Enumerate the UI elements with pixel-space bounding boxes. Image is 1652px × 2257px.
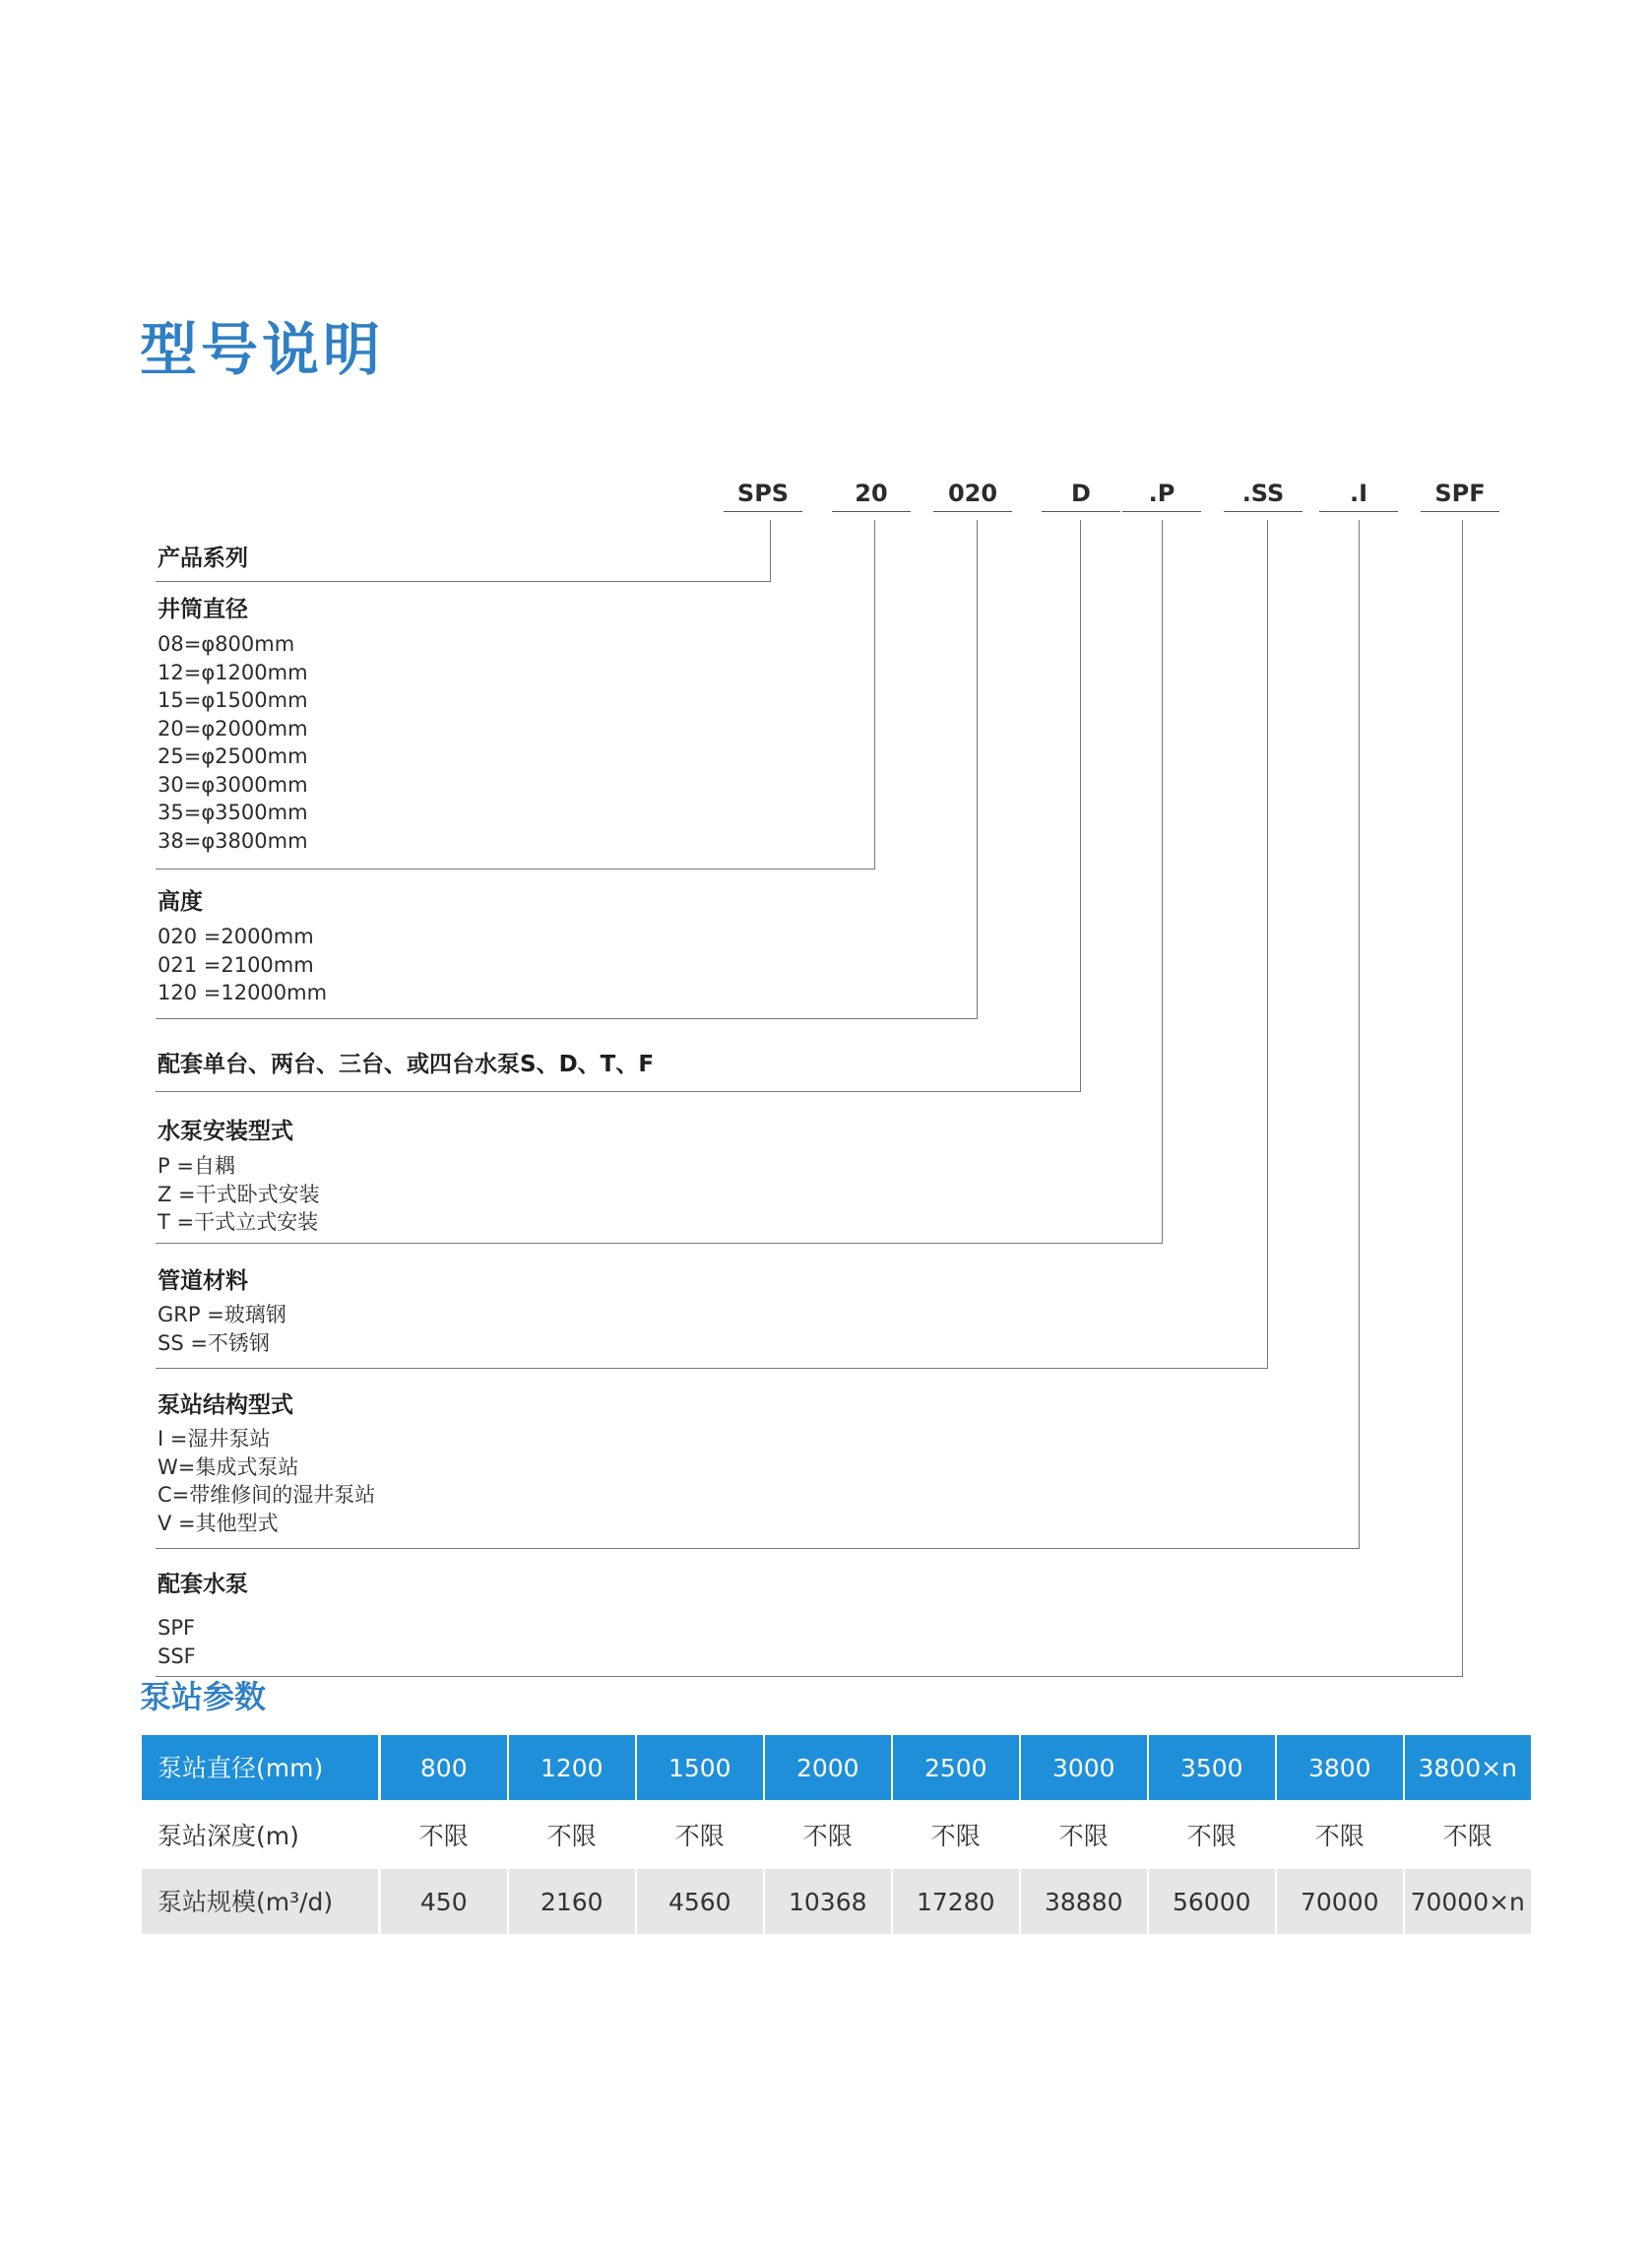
code-underline xyxy=(1421,511,1499,512)
section-option: V =其他型式 xyxy=(158,1511,279,1535)
section-title: 管道材料 xyxy=(158,1268,248,1294)
params-cell: 2160 xyxy=(509,1869,635,1934)
code-underline xyxy=(1319,511,1398,512)
section-option: P =自耦 xyxy=(158,1154,235,1178)
params-cell: 不限 xyxy=(765,1804,891,1867)
section-option: 12=φ1200mm xyxy=(158,660,308,684)
params-cell: 3500 xyxy=(1149,1735,1275,1800)
params-cell: 4560 xyxy=(637,1869,763,1934)
connector-vertical-line xyxy=(1080,520,1081,1091)
params-cell: 10368 xyxy=(765,1869,891,1934)
code-underline xyxy=(1042,511,1120,512)
params-cell: 3000 xyxy=(1021,1735,1147,1800)
connector-vertical-line xyxy=(1267,520,1268,1368)
params-cell: 不限 xyxy=(637,1804,763,1867)
params-cell: 不限 xyxy=(1149,1804,1275,1867)
params-cell: 38880 xyxy=(1021,1869,1147,1934)
section-option: T =干式立式安装 xyxy=(158,1210,319,1234)
params-cell: 3800 xyxy=(1277,1735,1403,1800)
connector-horizontal-line xyxy=(156,869,875,870)
code-underline xyxy=(832,511,911,512)
params-cell: 70000 xyxy=(1277,1869,1403,1934)
model-code-segment: .P xyxy=(1148,480,1175,507)
connector-horizontal-line xyxy=(156,581,771,582)
params-cell: 不限 xyxy=(893,1804,1019,1867)
model-code-segment: .SS xyxy=(1241,480,1285,507)
section-option: 38=φ3800mm xyxy=(158,828,308,853)
section-title: 产品系列 xyxy=(158,546,248,571)
params-cell: 不限 xyxy=(1277,1804,1403,1867)
params-cell: 不限 xyxy=(381,1804,507,1867)
section-option: 20=φ2000mm xyxy=(158,716,308,741)
params-cell: 70000×n xyxy=(1405,1869,1531,1934)
params-cell: 2000 xyxy=(765,1735,891,1800)
model-code-segment: SPS xyxy=(736,480,790,507)
section-option: 30=φ3000mm xyxy=(158,772,308,797)
section-title: 配套单台、两台、三台、或四台水泵S、D、T、F xyxy=(158,1052,655,1077)
section-option: SPF xyxy=(158,1616,196,1640)
section-option: SSF xyxy=(158,1644,196,1668)
connector-vertical-line xyxy=(770,520,771,581)
params-cell: 不限 xyxy=(1405,1804,1531,1867)
connector-vertical-line xyxy=(1462,520,1463,1676)
section-title: 井筒直径 xyxy=(158,597,248,622)
params-row-label: 泵站规模(m³/d) xyxy=(142,1869,378,1934)
code-underline xyxy=(933,511,1012,512)
params-cell: 17280 xyxy=(893,1869,1019,1934)
params-cell: 不限 xyxy=(509,1804,635,1867)
section-title: 泵站结构型式 xyxy=(158,1392,293,1418)
connector-horizontal-line xyxy=(156,1676,1463,1677)
section-title: 高度 xyxy=(158,889,203,915)
params-cell: 1200 xyxy=(509,1735,635,1800)
connector-horizontal-line xyxy=(156,1548,1360,1549)
connector-horizontal-line xyxy=(156,1018,978,1019)
section-option: SS =不锈钢 xyxy=(158,1330,270,1355)
page-title: 型号说明 xyxy=(140,316,385,383)
section-title: 配套水泵 xyxy=(158,1572,248,1597)
connector-horizontal-line xyxy=(156,1091,1081,1092)
section-option: C=带维修间的湿井泵站 xyxy=(158,1483,376,1507)
model-code-segment: 020 xyxy=(947,480,998,507)
model-code-segment: SPF xyxy=(1434,480,1486,507)
params-cell: 2500 xyxy=(893,1735,1019,1800)
params-row-label: 泵站直径(mm) xyxy=(142,1735,378,1800)
params-row-label: 泵站深度(m) xyxy=(142,1804,378,1867)
model-code-segment: 20 xyxy=(855,480,888,507)
section-option: 15=φ1500mm xyxy=(158,688,308,712)
section-title: 水泵安装型式 xyxy=(158,1119,293,1144)
code-underline xyxy=(724,511,802,512)
params-title: 泵站参数 xyxy=(140,1678,267,1715)
code-underline xyxy=(1122,511,1201,512)
connector-vertical-line xyxy=(874,520,875,869)
connector-horizontal-line xyxy=(156,1368,1268,1369)
params-cell: 800 xyxy=(381,1735,507,1800)
params-cell: 56000 xyxy=(1149,1869,1275,1934)
model-code-segment: D xyxy=(1071,480,1091,507)
connector-vertical-line xyxy=(1359,520,1360,1548)
connector-horizontal-line xyxy=(156,1243,1163,1244)
params-cell: 450 xyxy=(381,1869,507,1934)
connector-vertical-line xyxy=(1162,520,1163,1243)
section-option: I =湿井泵站 xyxy=(158,1427,271,1451)
model-code-segment: .I xyxy=(1349,480,1368,507)
section-option: GRP =玻璃钢 xyxy=(158,1303,286,1326)
code-underline xyxy=(1224,511,1303,512)
section-option: 08=φ800mm xyxy=(158,632,295,656)
section-option: 020 =2000mm xyxy=(158,925,314,948)
section-option: W=集成式泵站 xyxy=(158,1454,299,1479)
section-option: Z =干式卧式安装 xyxy=(158,1182,320,1206)
section-option: 021 =2100mm xyxy=(158,952,314,977)
params-cell: 1500 xyxy=(637,1735,763,1800)
section-option: 35=φ3500mm xyxy=(158,801,308,824)
params-cell: 3800×n xyxy=(1405,1735,1531,1800)
section-option: 120 =12000mm xyxy=(158,981,328,1004)
params-cell: 不限 xyxy=(1021,1804,1147,1867)
connector-vertical-line xyxy=(977,520,978,1018)
section-option: 25=φ2500mm xyxy=(158,744,308,768)
